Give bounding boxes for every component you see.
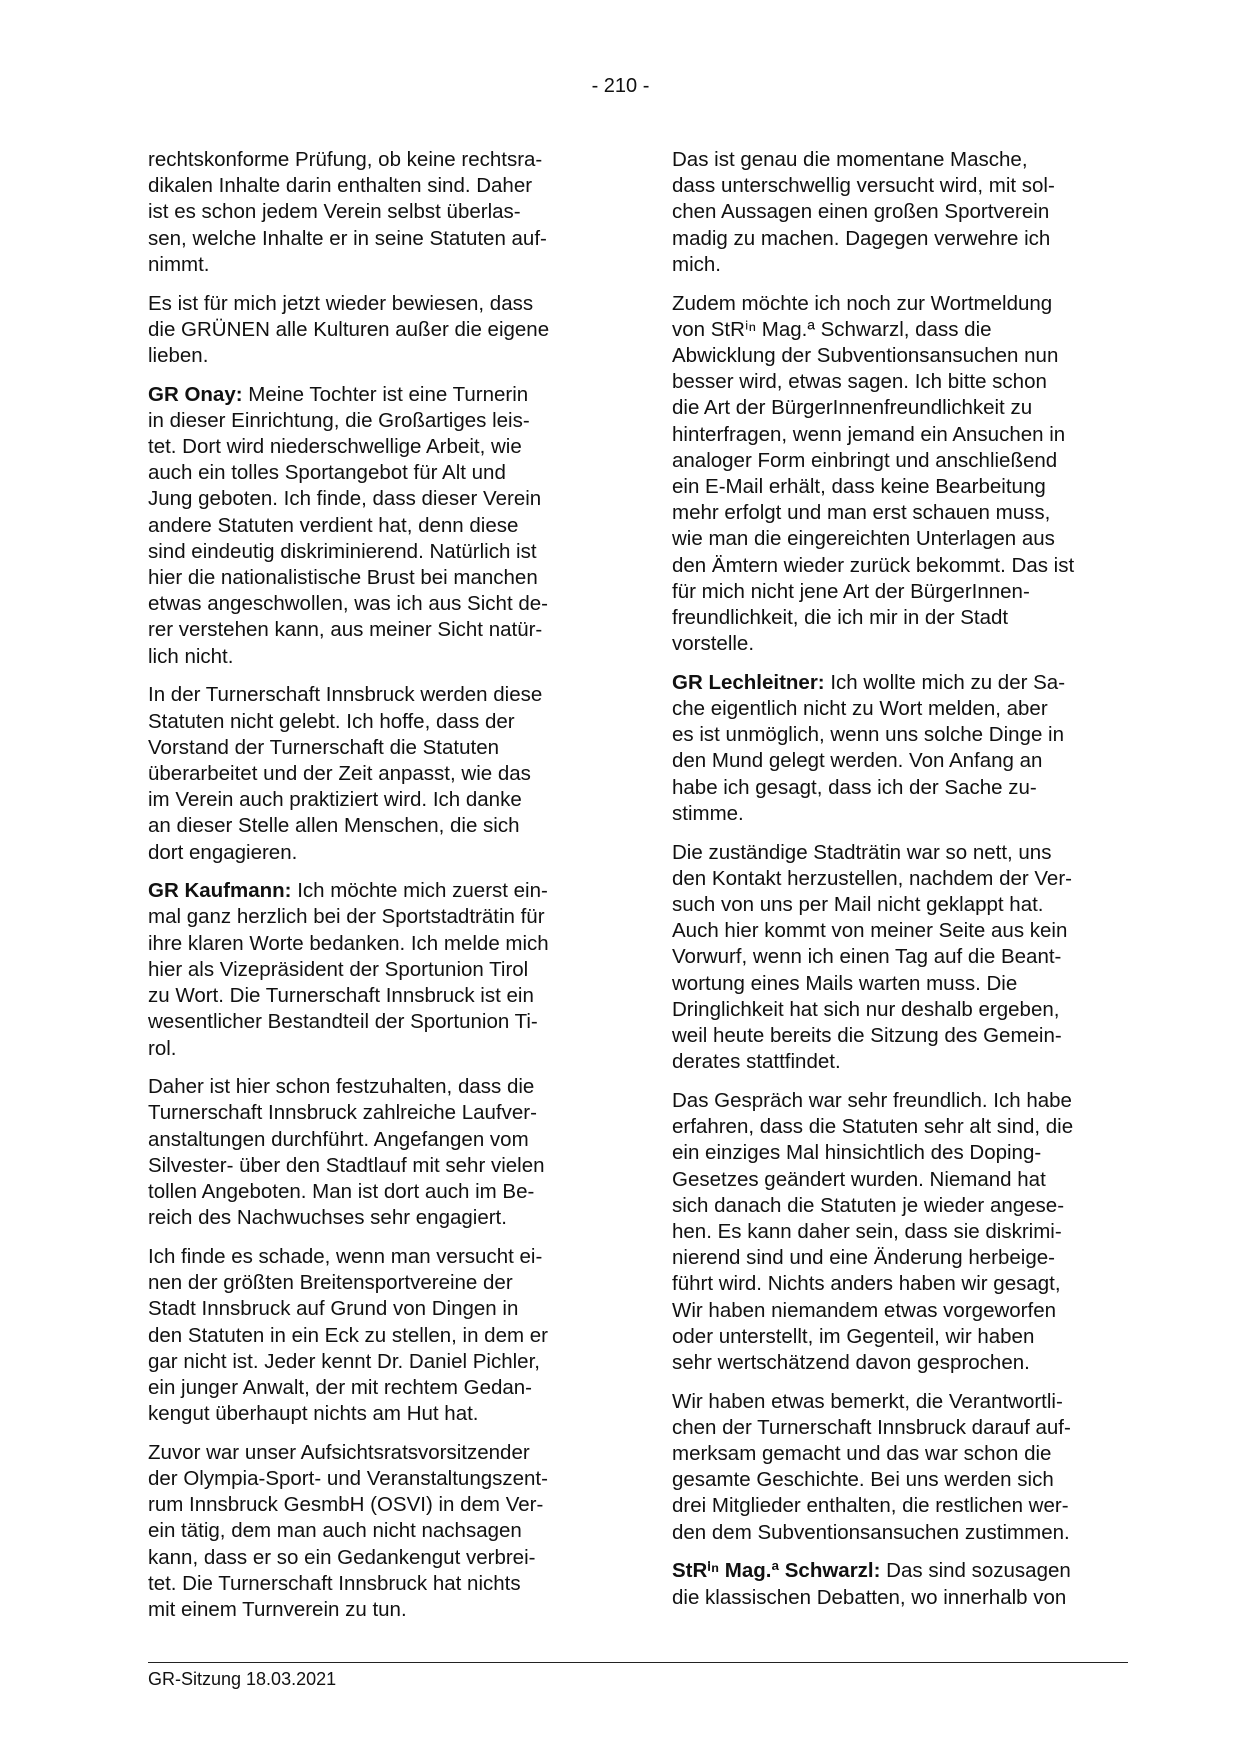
paragraph-text: Zuvor war unser Aufsichtsratsvorsitzender der Olympia-Sport- und Veranstaltungszent- rum Innsbruck GesmbH (OSVI) in dem Ver- ein tätig, dem man auch nicht nachsagen kann, dass er so ein Gedankengut verbrei- tet. Die Turnerschaft Innsbruck hat nichts mit einem Turnverein zu tun. [148,1440,548,1622]
paragraph [148,1440,598,1623]
page-number: - 210 - [591,75,650,97]
paragraph [672,840,1127,1076]
left-column [148,147,598,1636]
paragraph [148,147,598,278]
footer-rule [148,1662,1128,1663]
paragraph-text: rechtskonforme Prüfung, ob keine rechtsra- dikalen Inhalte darin enthalten sind. Daher ist es schon jedem Verein selbst überlas- sen, welche Inhalte er in seine Statuten auf- nimmt. [148,148,547,276]
speaker-name: GR Onay: [148,382,243,406]
paragraph-text: Die zuständige Stadträtin war so nett, uns den Kontakt herzustellen, nachdem der Ver- such von uns per Mail nicht geklappt hat. Auch hier kommt von meiner Seite aus kein Vorwurf, wenn ich einen Tag auf die Beant- wortung eines Mails warten muss. Die Dringlichkeit hat sich nur deshalb ergeben, weil heute bereits die Sitzung des Gemein- derates stattfindet. [672,840,1072,1074]
paragraph-text: Meine Tochter ist eine Turnerin in dieser Einrichtung, die Großartiges leis- tet. Dort wird niederschwellige Arbeit, wie auch ein tolles Sportangebot für Alt und Jung geboten. Ich finde, dass dieser Verein andere Statuten verdient hat, denn diese sind eindeutig diskriminierend. Natürlich ist hier die nationalistische Brust bei manchen etwas angeschwollen, was ich aus Sicht de- rer verstehen kann, aus meiner Sicht natür- lich nicht. [148,382,548,668]
paragraph-text: In der Turnerschaft Innsbruck werden diese Statuten nicht gelebt. Ich hoffe, dass der Vorstand der Turnerschaft die Statuten überarbeitet und der Zeit anpasst, wie das im Verein auch praktiziert wird. Ich danke an dieser Stelle allen Menschen, die sich dort engagieren. [148,683,543,864]
paragraph-text: Das Gespräch war sehr freundlich. Ich habe erfahren, dass die Statuten sehr alt sind, die ein einziges Mal hinsichtlich des Doping- Gesetzes geändert wurden. Niemand hat sich danach die Statuten je wieder angese- hen. Es kann daher sein, dass sie diskrimi- nierend sind und eine Änderung herbeige- führt wird. Nichts anders haben wir gesagt, Wir haben niemandem etwas vorgeworfen oder unterstellt, im Gegenteil, wir haben sehr wertschätzend davon gesprochen. [672,1088,1074,1374]
paragraph [672,147,1127,278]
paragraph-text: Ich möchte mich zuerst ein- mal ganz herzlich bei der Sportstadträtin für ihre klaren Worte bedanken. Ich melde mich hier als Vizepräsident der Sportunion Tirol zu Wort. Die Turnerschaft Innsbruck ist ein wesentlicher Bestandteil der Sportunion Ti- rol. [148,879,549,1060]
paragraph [148,291,598,370]
paragraph [672,670,1127,827]
paragraph [148,382,598,670]
paragraph-text: Es ist für mich jetzt wieder bewiesen, dass die GRÜNEN alle Kulturen außer die eigene lieben. [148,291,550,367]
paragraph [148,878,598,1061]
paragraph-text: Ich wollte mich zu der Sa- che eigentlich nicht zu Wort melden, aber es ist unmöglich, wenn uns solche Dinge in den Mund gelegt werden. Von Anfang an habe ich gesagt, dass ich der Sache zu- stimme. [672,670,1066,825]
paragraph-text: Ich finde es schade, wenn man versucht ei- nen der größten Breitensportvereine der Stadt Innsbruck auf Grund von Dingen in den Statuten in ein Eck zu stellen, in dem er gar nicht ist. Jeder kennt Dr. Daniel Pichler, ein junger Anwalt, der mit rechtem Gedan- kengut überhaupt nichts am Hut hat. [148,1244,548,1426]
paragraph [672,1389,1127,1546]
paragraph-text: Daher ist hier schon festzuhalten, dass die Turnerschaft Innsbruck zahlreiche Laufver- anstaltungen durchführt. Angefangen vom Silvester- über den Stadtlauf mit sehr vielen tollen Angeboten. Man ist dort auch im Be- reich des Nachwuchses sehr engagiert. [148,1075,545,1230]
paragraph-text: Wir haben etwas bemerkt, die Verantwortli- chen der Turnerschaft Innsbruck darauf auf- merksam gemacht und das war schon die gesamte Geschichte. Bei uns werden sich drei Mitglieder enthalten, die restlichen wer- den dem Subventionsansuchen zustimmen. [672,1389,1071,1544]
paragraph [148,682,598,865]
paragraph [672,1558,1127,1610]
speaker-name: GR Lechleitner: [672,670,825,694]
paragraph-text: Das ist genau die momentane Masche, dass unterschwellig versucht wird, mit sol- chen Aussagen einen großen Sportverein madig zu machen. Dagegen verwehre ich mich. [672,148,1055,276]
paragraph-text: Das sind sozusagen die klassischen Debatten, wo innerhalb von [672,1559,1071,1609]
footer-text: GR-Sitzung 18.03.2021 [148,1669,337,1689]
paragraph [672,1088,1127,1376]
paragraph [148,1074,598,1231]
speaker-name: StRⁱⁿ Mag.ª Schwarzl: [672,1559,881,1583]
paragraph [148,1244,598,1427]
paragraph-text: Zudem möchte ich noch zur Wortmeldung von StRⁱⁿ Mag.ª Schwarzl, dass die Abwicklung der Subventionsansuchen nun besser wird, etwas sagen. Ich bitte schon die Art der BürgerInnenfreundlichkeit zu hinterfragen, wenn jemand ein Ansuchen in analoger Form einbringt und anschließend ein E-Mail erhält, dass keine Bearbeitung mehr erfolgt und man erst schauen muss, wie man die eingereichten Unterlagen aus den Ämtern wieder zurück bekommt. Das ist für mich nicht jene Art der BürgerInnen- freundlichkeit, die ich mir in der Stadt vorstelle. [672,291,1075,656]
speaker-name: GR Kaufmann: [148,879,292,903]
paragraph [672,291,1127,658]
right-column [672,147,1127,1623]
